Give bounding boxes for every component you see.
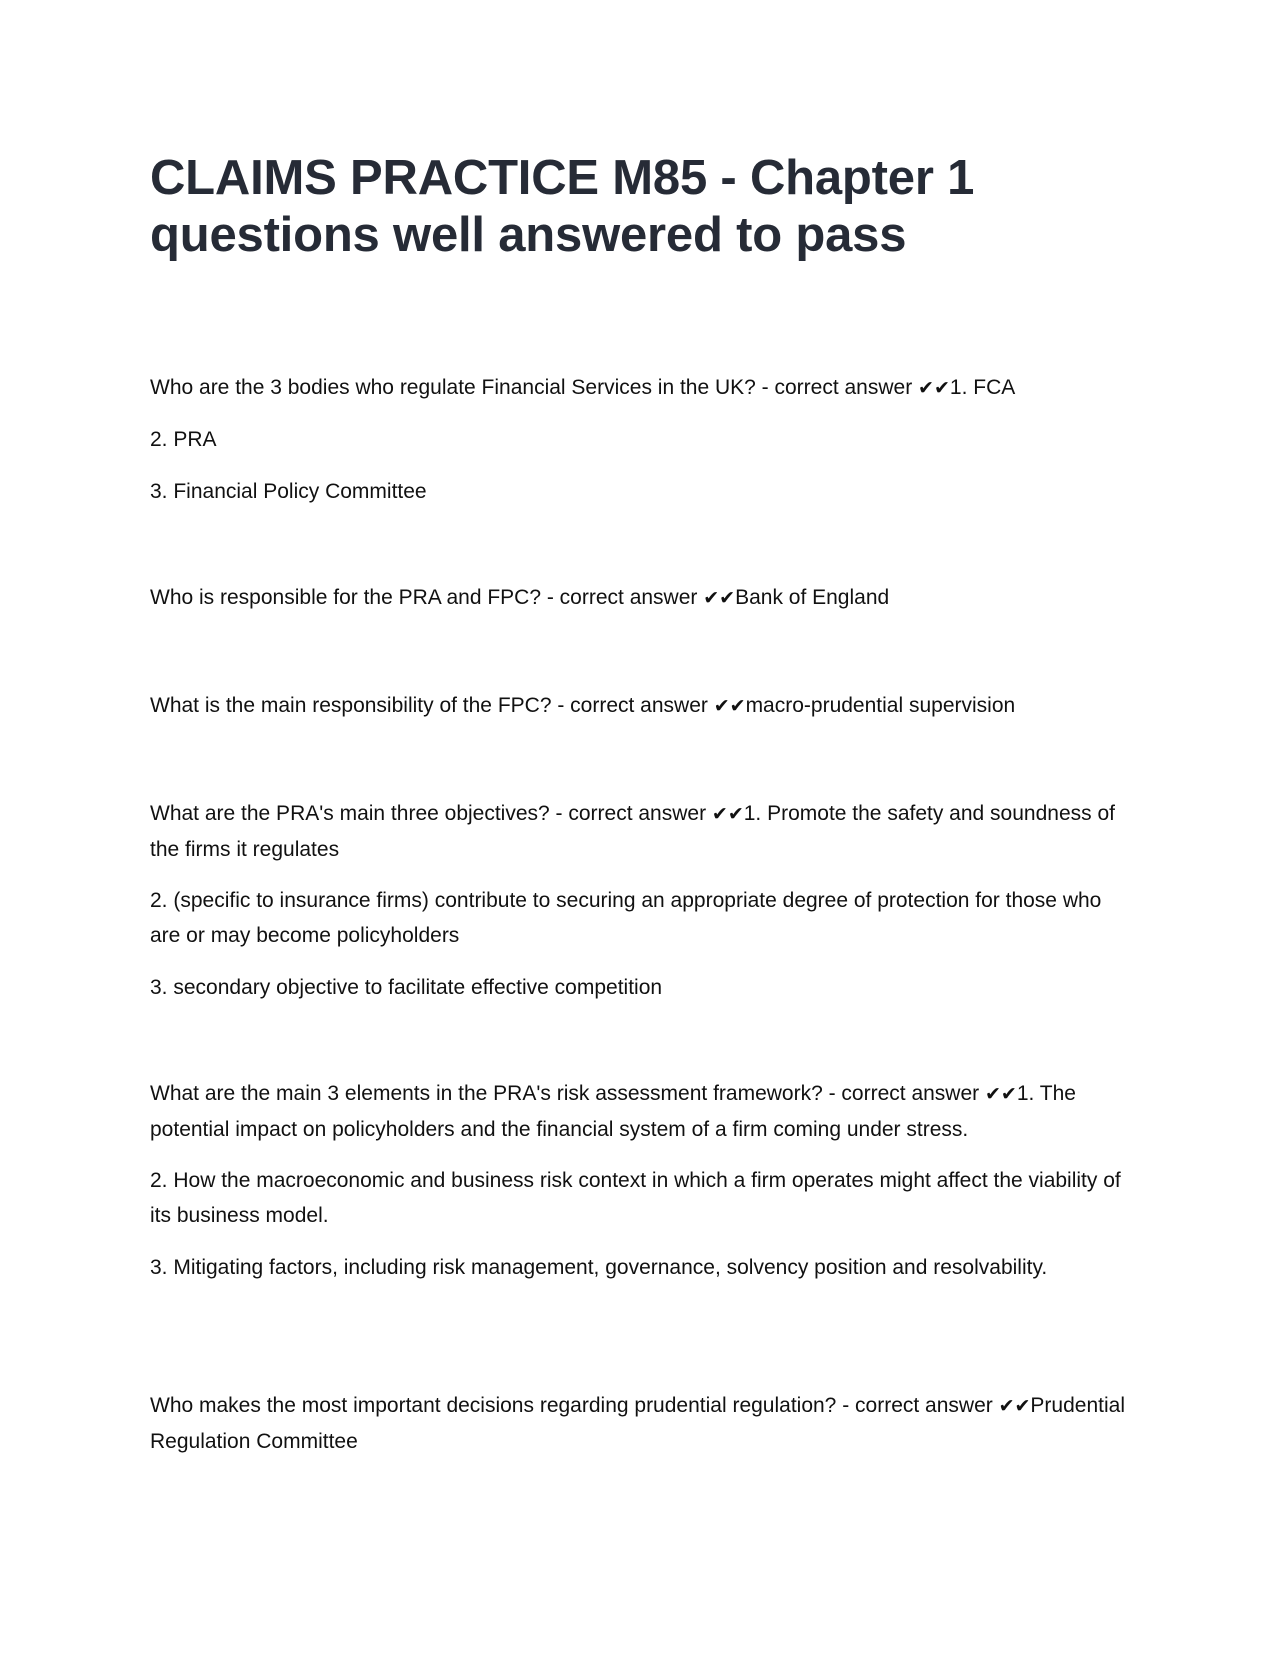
question-text: Who are the 3 bodies who regulate Financial Services in the UK? - correct answer [150,376,919,399]
question-text: Who is responsible for the PRA and FPC? - correct answer [150,586,704,609]
answer-text: 1. Promote the safety and soundness of the firms it regulates [150,802,1115,861]
qa-item-5-answer-line-3: 3. Mitigating factors, including risk management, governance, solvency position and resolvability. [150,1256,1048,1279]
question-text: What are the main 3 elements in the PRA's risk assessment framework? - correct answer [150,1082,985,1105]
answer-text: Bank of England [735,586,890,609]
qa-item-3-question [150,688,1130,724]
double-check-icon: ✔✔ [711,803,744,825]
double-check-icon: ✔✔ [703,587,736,609]
qa-item-6-question [150,1388,1130,1459]
question-text: What is the main responsibility of the FPC? - correct answer [150,694,714,717]
qa-item-1-answer-line-2: 2. PRA [150,428,217,451]
double-check-icon: ✔✔ [918,377,950,399]
double-check-icon: ✔✔ [713,695,746,717]
qa-item-4-question [150,796,1130,867]
qa-item-1-answer-line-3: 3. Financial Policy Committee [150,480,427,503]
answer-text: 1. The potential impact on policyholders and the financial system of a firm coming under stress. [150,1082,1076,1141]
qa-item-1-question [150,370,1130,406]
answer-text: Prudential Regulation Committee [150,1394,1125,1453]
qa-item-5-answer-line-2: 2. How the macroeconomic and business risk context in which a firm operates might affect the viability of its business model. [150,1169,1121,1227]
document-title: CLAIMS PRACTICE M85 - Chapter 1 questions well answered to pass [150,151,975,262]
double-check-icon: ✔✔ [998,1395,1031,1417]
qa-item-2-question [150,580,1130,616]
qa-item-4-answer-line-2: 2. (specific to insurance firms) contribute to securing an appropriate degree of protection for those who are or may become policyholders [150,889,1102,947]
qa-item-4-answer-line-3: 3. secondary objective to facilitate effective competition [150,976,663,999]
qa-item-5-question [150,1076,1130,1147]
question-text: Who makes the most important decisions regarding prudential regulation? - correct answer [150,1394,999,1417]
answer-text: macro-prudential supervision [745,694,1016,717]
answer-text: 1. FCA [949,376,1016,399]
double-check-icon: ✔✔ [984,1083,1017,1105]
question-text: What are the PRA's main three objectives? - correct answer [150,802,712,825]
